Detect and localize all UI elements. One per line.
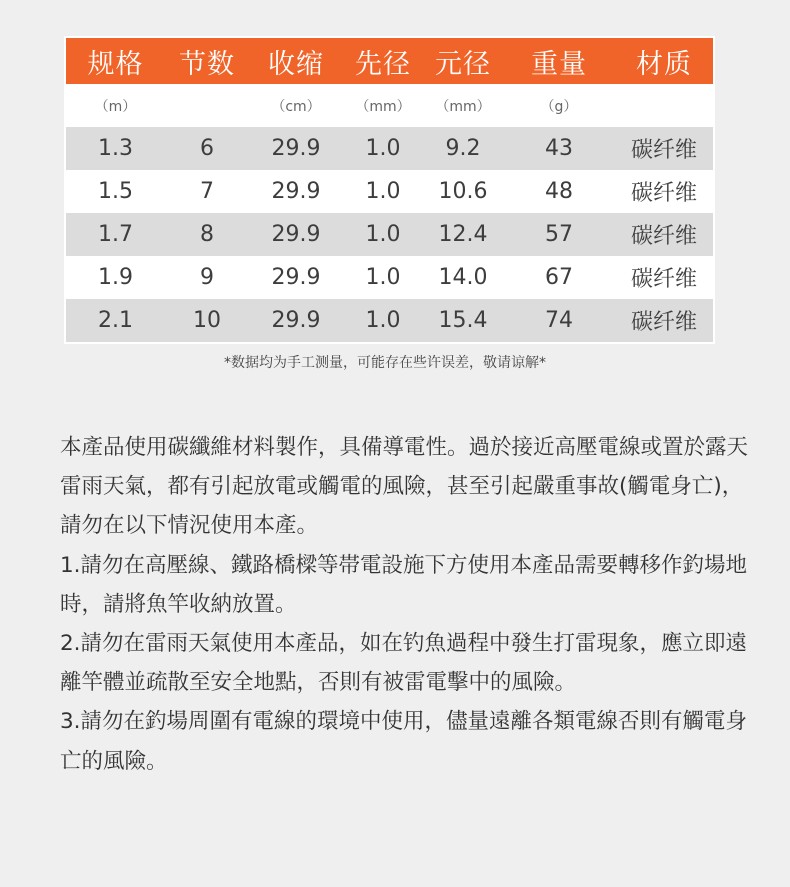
cell-spec: 1.7 [65,213,165,256]
table-row [65,170,714,213]
unit-cell: （g） [503,84,615,127]
cell-butt-diameter: 15.4 [423,299,503,343]
header-butt-diameter: 元径 [423,37,503,84]
cell-sections: 9 [165,256,249,299]
cell-retracted: 29.9 [249,299,343,343]
cell-weight: 67 [503,256,615,299]
cell-weight: 74 [503,299,615,343]
measurement-note: *数据均为手工测量，可能存在些许误差，敬请谅解* [224,355,546,371]
cell-tip-diameter: 1.0 [343,299,423,343]
cell-material: 碳纤维 [615,170,714,213]
units-row [65,84,714,127]
cell-sections: 8 [165,213,249,256]
cell-spec: 1.9 [65,256,165,299]
cell-retracted: 29.9 [249,213,343,256]
table-row [65,213,714,256]
unit-cell: （m） [65,84,165,127]
unit-cell [165,84,249,127]
table-row [65,127,714,170]
table-row [65,299,714,343]
cell-butt-diameter: 14.0 [423,256,503,299]
header-material: 材质 [615,37,714,84]
cell-tip-diameter: 1.0 [343,127,423,170]
header-weight: 重量 [503,37,615,84]
spec-table [64,36,715,344]
cell-weight: 43 [503,127,615,170]
warning-intro: 本產品使用碳纖維材料製作，具備導電性。過於接近高壓電線或置於露天雷雨天氣，都有引起放電或觸電的風險，甚至引起嚴重事故(觸電身亡)，請勿在以下情況使用本產。 [60,435,749,539]
unit-cell [615,84,714,127]
cell-material: 碳纤维 [615,127,714,170]
cell-weight: 57 [503,213,615,256]
cell-butt-diameter: 9.2 [423,127,503,170]
cell-retracted: 29.9 [249,170,343,213]
cell-sections: 6 [165,127,249,170]
unit-cell: （cm） [249,84,343,127]
cell-material: 碳纤维 [615,213,714,256]
cell-tip-diameter: 1.0 [343,170,423,213]
cell-butt-diameter: 12.4 [423,213,503,256]
cell-sections: 10 [165,299,249,343]
cell-tip-diameter: 1.0 [343,256,423,299]
unit-cell: （mm） [343,84,423,127]
cell-material: 碳纤维 [615,256,714,299]
cell-tip-diameter: 1.0 [343,213,423,256]
header-row [65,37,714,84]
cell-butt-diameter: 10.6 [423,170,503,213]
cell-material: 碳纤维 [615,299,714,343]
unit-cell: （mm） [423,84,503,127]
cell-retracted: 29.9 [249,256,343,299]
warning-item-3: 3.請勿在釣場周圍有電線的環境中使用，儘量遠離各類電線否則有觸電身亡的風險。 [60,709,748,774]
header-tip-diameter: 先径 [343,37,423,84]
header-sections: 节数 [165,37,249,84]
header-spec: 规格 [65,37,165,84]
header-retracted: 收缩 [249,37,343,84]
cell-spec: 2.1 [65,299,165,343]
cell-spec: 1.3 [65,127,165,170]
cell-weight: 48 [503,170,615,213]
table-row [65,256,714,299]
safety-warning [60,428,750,781]
warning-item-1: 1.請勿在高壓線、鐵路橋樑等帯電設施下方使用本產品需要轉移作釣場地時，請將魚竿收納放置。 [60,552,748,617]
cell-retracted: 29.9 [249,127,343,170]
warning-item-2: 2.請勿在雷雨天氣使用本產品，如在钓魚過程中發生打雷現象，應立即遠離竿體並疏散至安全地點，否則有被雷電擊中的風險。 [60,631,748,696]
cell-spec: 1.5 [65,170,165,213]
cell-sections: 7 [165,170,249,213]
